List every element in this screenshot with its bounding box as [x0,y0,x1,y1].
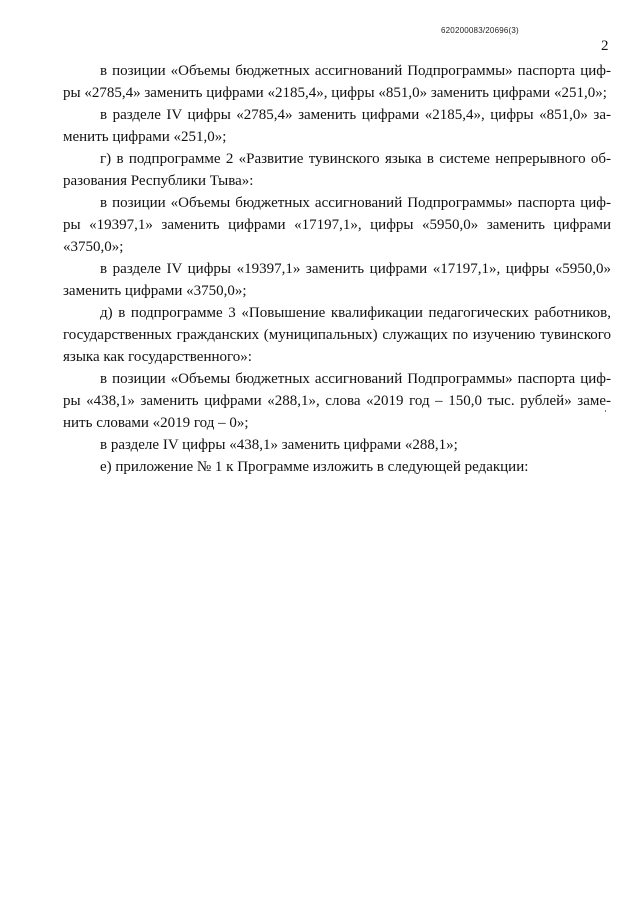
paragraph-appendix-1 [63,456,611,478]
text-line: разования Республики Тыва»: [63,173,254,189]
text-line: г) в подпрограмме 2 «Развитие тувинского языка в системе непрерывного об- [100,151,611,167]
page-number: 2 [601,38,609,54]
paragraph-budget-position-sub3 [63,368,611,434]
text-line: ры «2785,4» заменить цифрами «2185,4», цифры «851,0» заменить цифрами «251,0»; [63,85,607,101]
text-line: в разделе IV цифры «2785,4» заменить цифрами «2185,4», цифры «851,0» за- [100,107,611,123]
paragraph-section-iv-sub1 [63,104,611,148]
text-line: государственных гражданских (муниципальных) служащих по изучению тувинского [63,327,611,343]
text-line: в позиции «Объемы бюджетных ассигнований Подпрограммы» паспорта циф- [100,63,611,79]
text-line: нить словами «2019 год – 0»; [63,415,249,431]
text-line: менить цифрами «251,0»; [63,129,227,145]
text-line: д) в подпрограмме 3 «Повышение квалификации педагогических работников, [100,305,611,321]
text-line: заменить цифрами «3750,0»; [63,283,247,299]
paragraph-budget-position-sub1 [63,60,611,104]
text-line: ры «19397,1» заменить цифрами «17197,1», цифры «5950,0» заменить цифрами [63,217,611,233]
paragraph-subprogram-3 [63,302,611,368]
text-line: е) приложение № 1 к Программе изложить в следующей редакции: [100,459,529,475]
paragraph-section-iv-sub3 [63,434,611,456]
scan-speck [605,410,606,412]
text-line: в позиции «Объемы бюджетных ассигнований Подпрограммы» паспорта циф- [100,371,611,387]
text-line: «3750,0»; [63,239,124,255]
text-line: в разделе IV цифры «438,1» заменить цифрами «288,1»; [100,437,458,453]
document-body [63,60,611,478]
text-line: языка как государственного»: [63,349,252,365]
text-line: ры «438,1» заменить цифрами «288,1», слова «2019 год – 150,0 тыс. рублей» заме- [63,393,611,409]
paragraph-budget-position-sub2 [63,192,611,258]
document-registration-code: 620200083/20696(3) [441,26,519,35]
paragraph-section-iv-sub2 [63,258,611,302]
paragraph-subprogram-2 [63,148,611,192]
text-line: в разделе IV цифры «19397,1» заменить цифрами «17197,1», цифры «5950,0» [100,261,611,277]
text-line: в позиции «Объемы бюджетных ассигнований Подпрограммы» паспорта циф- [100,195,611,211]
